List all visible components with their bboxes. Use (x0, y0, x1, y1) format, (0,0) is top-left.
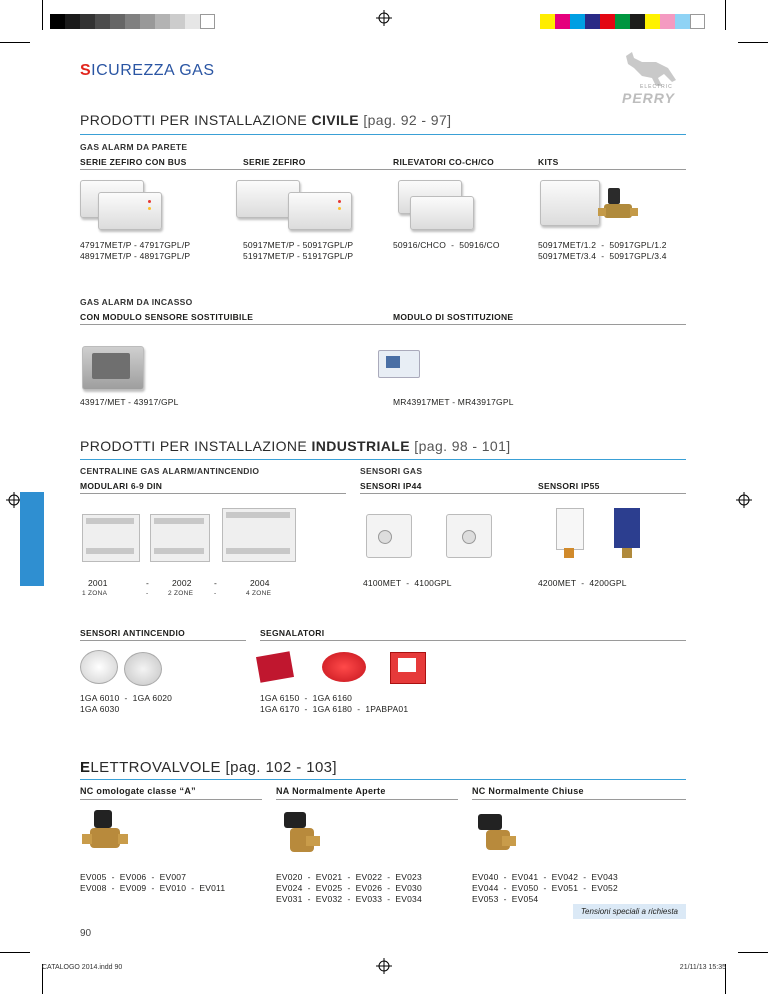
col-rilevatori: RILEVATORI CO-CH/CO (393, 157, 495, 167)
col-ip55: SENSORI IP55 (538, 481, 600, 491)
zone-2: 2 ZONE (168, 590, 194, 597)
page-number: 90 (80, 928, 92, 939)
footer-date: 21/11/13 15:35 (679, 964, 726, 971)
fire-codes: 1GA 6010 - 1GA 6020 1GA 6030 (80, 693, 173, 714)
col-modulari: MODULARI 6-9 DIN (80, 481, 163, 491)
central-code-sep-2: - (214, 578, 218, 588)
flush-group-label: GAS ALARM DA INCASSO (80, 297, 193, 307)
valve-na-codes: EV020 - EV021 - EV022 - EV023 EV024 - EV025 - EV026 - EV030 EV031 - EV032 - EV033 - EV034 (276, 872, 422, 904)
sensor-group-label: SENSORI GAS (360, 466, 423, 476)
central-code-2004: 2004 (250, 578, 270, 588)
perry-logo (612, 50, 688, 106)
col-kits: KITS (538, 157, 559, 167)
valve-icon (598, 186, 638, 226)
flush-alarm-codes: 43917/MET - 43917/GPL (80, 397, 179, 407)
wall-rule (80, 169, 686, 170)
wall-group-label: GAS ALARM DA PARETE (80, 142, 188, 152)
sensor-rule (360, 493, 686, 494)
ip55-codes: 4200MET - 4200GPL (538, 578, 627, 588)
page-title: SICUREZZA GAS (80, 62, 215, 79)
central-rule (80, 493, 346, 494)
central-code-sep-1: - (146, 578, 150, 588)
zone-sep-1: - (146, 590, 149, 597)
zone-sep-2: - (214, 590, 217, 597)
valve-nc-a-icon (82, 808, 128, 856)
footer-file: CATALOGO 2014.indd 90 (42, 964, 123, 971)
col-segnalatori: SEGNALATORI (260, 628, 325, 638)
side-tab (20, 492, 44, 586)
registration-mark-right (736, 492, 752, 508)
zefiro-codes: 50917MET/P - 50917GPL/P 51917MET/P - 51917GPL/P (243, 240, 354, 261)
ip44-codes: 4100MET - 4100GPL (363, 578, 452, 588)
industriale-heading: PRODOTTI PER INSTALLAZIONE INDUSTRIALE [pag. 98 - 101] (80, 438, 511, 454)
col-nc-classe-a: NC omologate classe “A” (80, 786, 196, 796)
col-nc: NC Normalmente Chiuse (472, 786, 584, 796)
signal-codes: 1GA 6150 - 1GA 6160 1GA 6170 - 1GA 6180 - 1PABPA01 (260, 693, 409, 714)
valve-rule-1 (80, 799, 262, 800)
valve-rule-2 (276, 799, 458, 800)
zone-1: 1 ZONA (82, 590, 108, 597)
logo-electric: ELECTRIC (640, 84, 673, 90)
signal-rule (260, 640, 686, 641)
zefiro-bus-codes: 47917MET/P - 47917GPL/P 48917MET/P - 48917GPL/P (80, 240, 191, 261)
col-modulo-sostituzione: MODULO DI SOSTITUZIONE (393, 312, 514, 322)
col-modulo-sensore: CON MODULO SENSORE SOSTITUIBILE (80, 312, 254, 322)
col-antincendio: SENSORI ANTINCENDIO (80, 628, 186, 638)
valves-heading: ELETTROVALVOLE [pag. 102 - 103] (80, 759, 337, 776)
col-zefiro-bus: SERIE ZEFIRO CON BUS (80, 157, 187, 167)
kits-codes: 50917MET/1.2 - 50917GPL/1.2 50917MET/3.4 - 50917GPL/3.4 (538, 240, 667, 261)
valve-nc-icon (472, 808, 518, 856)
replacement-codes: MR43917MET - MR43917GPL (393, 397, 514, 407)
rilevatori-codes: 50916/CHCO - 50916/CO (393, 240, 500, 250)
flush-rule (80, 324, 686, 325)
registration-mark-top (376, 10, 392, 26)
special-voltage-note: Tensioni speciali a richiesta (573, 904, 686, 919)
central-group-label: CENTRALINE GAS ALARM/ANTINCENDIO (80, 466, 260, 476)
civile-heading: PRODOTTI PER INSTALLAZIONE CIVILE [pag. 92 - 97] (80, 112, 452, 128)
col-na: NA Normalmente Aperte (276, 786, 386, 796)
industriale-rule (80, 459, 686, 460)
col-zefiro: SERIE ZEFIRO (243, 157, 306, 167)
civile-rule (80, 134, 686, 135)
valve-nc-codes: EV040 - EV041 - EV042 - EV043 EV044 - EV050 - EV051 - EV052 EV053 - EV054 (472, 872, 618, 904)
valve-na-icon (276, 808, 322, 856)
fire-rule (80, 640, 246, 641)
zone-4: 4 ZONE (246, 590, 272, 597)
registration-mark-bottom (376, 958, 392, 974)
logo-brand: PERRY (622, 90, 675, 106)
valve-rule-3 (472, 799, 686, 800)
central-code-2001: 2001 (88, 578, 108, 588)
col-ip44: SENSORI IP44 (360, 481, 422, 491)
valve-nc-a-codes: EV005 - EV006 - EV007 EV008 - EV009 - EV010 - EV011 (80, 872, 226, 893)
central-code-2002: 2002 (172, 578, 192, 588)
valves-rule (80, 779, 686, 780)
